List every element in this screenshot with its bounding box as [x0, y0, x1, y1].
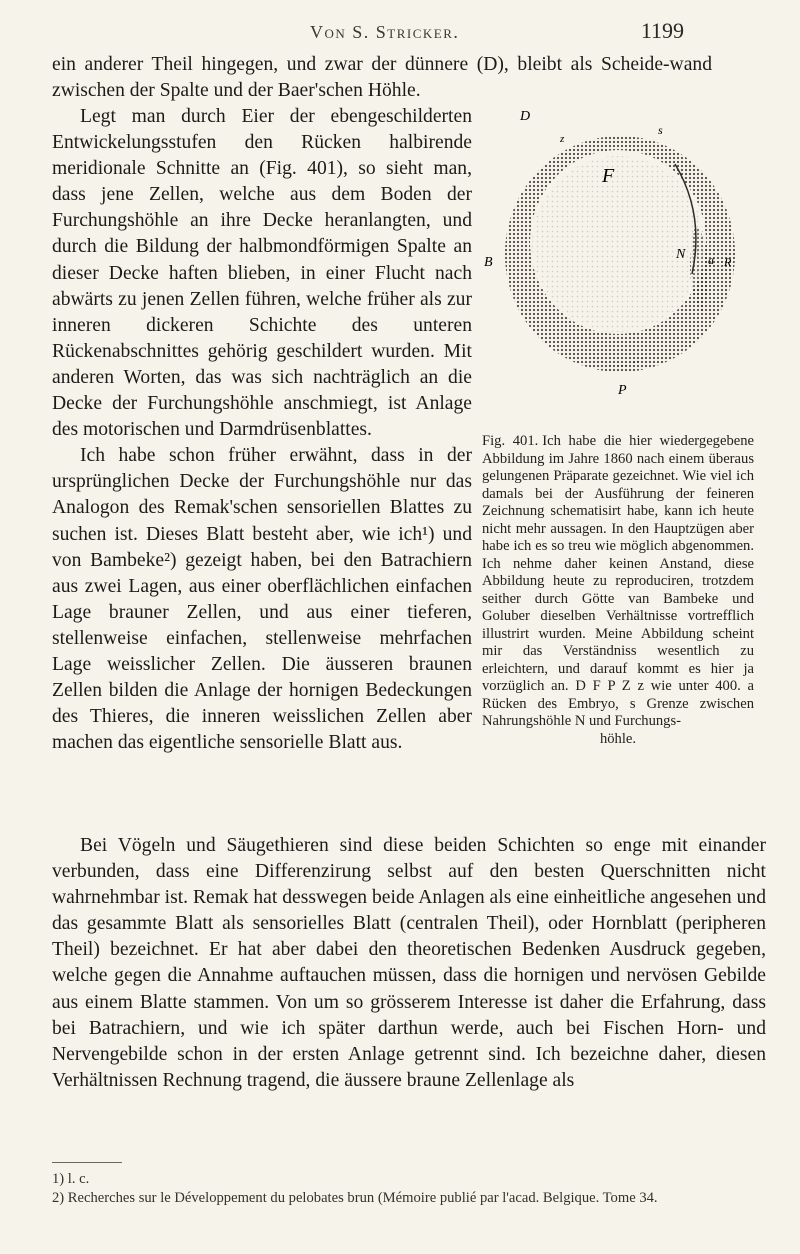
footnote-2: 2) Recherches sur le Développement du pelobates brun (Mémoire publié par l'acad. Belgique. Tome 34. — [52, 1190, 658, 1206]
page-header — [0, 18, 800, 48]
label-D: D — [520, 109, 531, 124]
label-z: z — [560, 133, 565, 145]
embryo-section-drawing — [480, 104, 766, 404]
figure-caption — [482, 433, 754, 748]
label-R: R — [724, 255, 732, 269]
caption-text: Ich habe die hier wiedergegebene Abbildung im Jahre 1860 nach einem überaus gelungenen Präparate gezeichnet. Wie viel ich damals bei der Ausführung der feineren Zeichnung schematisirt habe, kann ich heute nicht mehr aussagen. In den Hauptzügen aber habe ich es so treu wie möglich abgenommen. Ich nehme daher keinen Anstand, diese Abbildung heute zu reproduciren, trotzdem seither durch Götte van Bambeke und Goluber dieselben Verhältnisse vortrefflich illustrirt wurden. Meine Abbildung scheint mir das Verständniss wesentlich zu erleichtern, und darauf kommt es hier ja vorzüglich an. D F P Z z wie unter 400. a Rücken des Embryo, s Grenze zwischen Nahrungshöhle N und Furchungs- — [482, 433, 754, 729]
running-head: Von S. Stricker. — [310, 22, 460, 42]
page-number: 1199 — [640, 18, 684, 43]
wrapped-text-column — [52, 104, 472, 756]
footnotes — [52, 1170, 766, 1208]
caption-last-line: höhle. — [599, 730, 637, 747]
label-s: s — [658, 123, 663, 137]
label-a: a — [708, 253, 714, 267]
figure-number: Fig. 401. — [482, 433, 539, 449]
intro-text — [52, 52, 712, 104]
intro-paragraph: ein anderer Theil hingegen, und zwar der dünnere (D), bleibt als Scheide-wand zwischen der Spalte und der Baer'schen Höhle. — [52, 54, 712, 102]
label-B: B — [484, 255, 493, 270]
label-F: F — [602, 165, 615, 187]
figure-401 — [480, 104, 766, 404]
label-N: N — [676, 247, 686, 262]
label-P: P — [618, 383, 627, 398]
footnote-rule — [52, 1162, 122, 1163]
paragraph-birds-mammals: Bei Vögeln und Säugethieren sind diese beiden Schichten so enge mit einander verbunden, dass eine Differenzirung selbst auf den besten Querschnitten nicht wahrnehmbar ist. Remak hat desswegen beide Anlagen als eine einheitliche angesehen und das gesammte Blatt als sensorielles Blatt (centralen Theil), oder Hornblatt (peripheren Theil) bezeichnet. Er hat aber dabei den theoretischen Bedenken Ausdruck gegeben, welche gegen die Annahme auftauchen müssen, dass die hornigen und nervösen Gebilde aus einem Blatte stammen. Von um so grösserem Interesse ist daher die Erfahrung, dass bei Batrachiern, und wie ich später darthun werde, auch bei Fischen Horn- und Nervengebilde schon in der ersten Anlage getrennt sind. Ich bezeichne daher, diesen Verhältnissen Rechnung tragend, die äussere braune Zellenlage als — [52, 835, 766, 1091]
footnote-1: 1) l. c. — [52, 1171, 90, 1187]
body-text — [52, 833, 766, 1094]
paragraph-sensory-layer: Ich habe schon früher erwähnt, dass in der ursprünglichen Decke der Furchungshöhle nur das Analogon des Remak'schen sensoriellen Blattes zu suchen ist. Dieses Blatt besteht aber, wie ich¹) und von Bambeke²) gezeigt haben, bei den Batrachiern aus zwei Lagen, aus einer oberflächlichen einfachen Lage brauner Zellen, und aus einer tieferen, stellenweise einfachen, stellenweise mehrfachen Lage weisslicher Zellen. Die äusseren braunen Zellen bilden die Anlage der hornigen Bedeckungen des Thieres, die inneren weisslichen Zellen aber machen das eigentliche sensorielle Blatt aus. — [52, 445, 472, 754]
paragraph-sections: Legt man durch Eier der ebengeschilderten Entwickelungsstufen den Rücken halbirende meridionale Schnitte an (Fig. 401), so sieht man, dass jene Zellen, welche aus dem Boden der Furchungshöhle an ihre Decke heranlangten, und durch die Bildung der halbmondförmigen Spalte an dieser Decke haften blieben, in einer Flucht nach abwärts zu jenen Zellen führen, welche früher als zur inneren dickeren Schichte des unteren Rückenabschnittes gehörig geschildert wurden. Mit anderen Worten, das was sich nachträglich an die Decke der Furchungshöhle anschmiegt, ist Anlage des motorischen und Darmdrüsenblattes. — [52, 106, 472, 441]
